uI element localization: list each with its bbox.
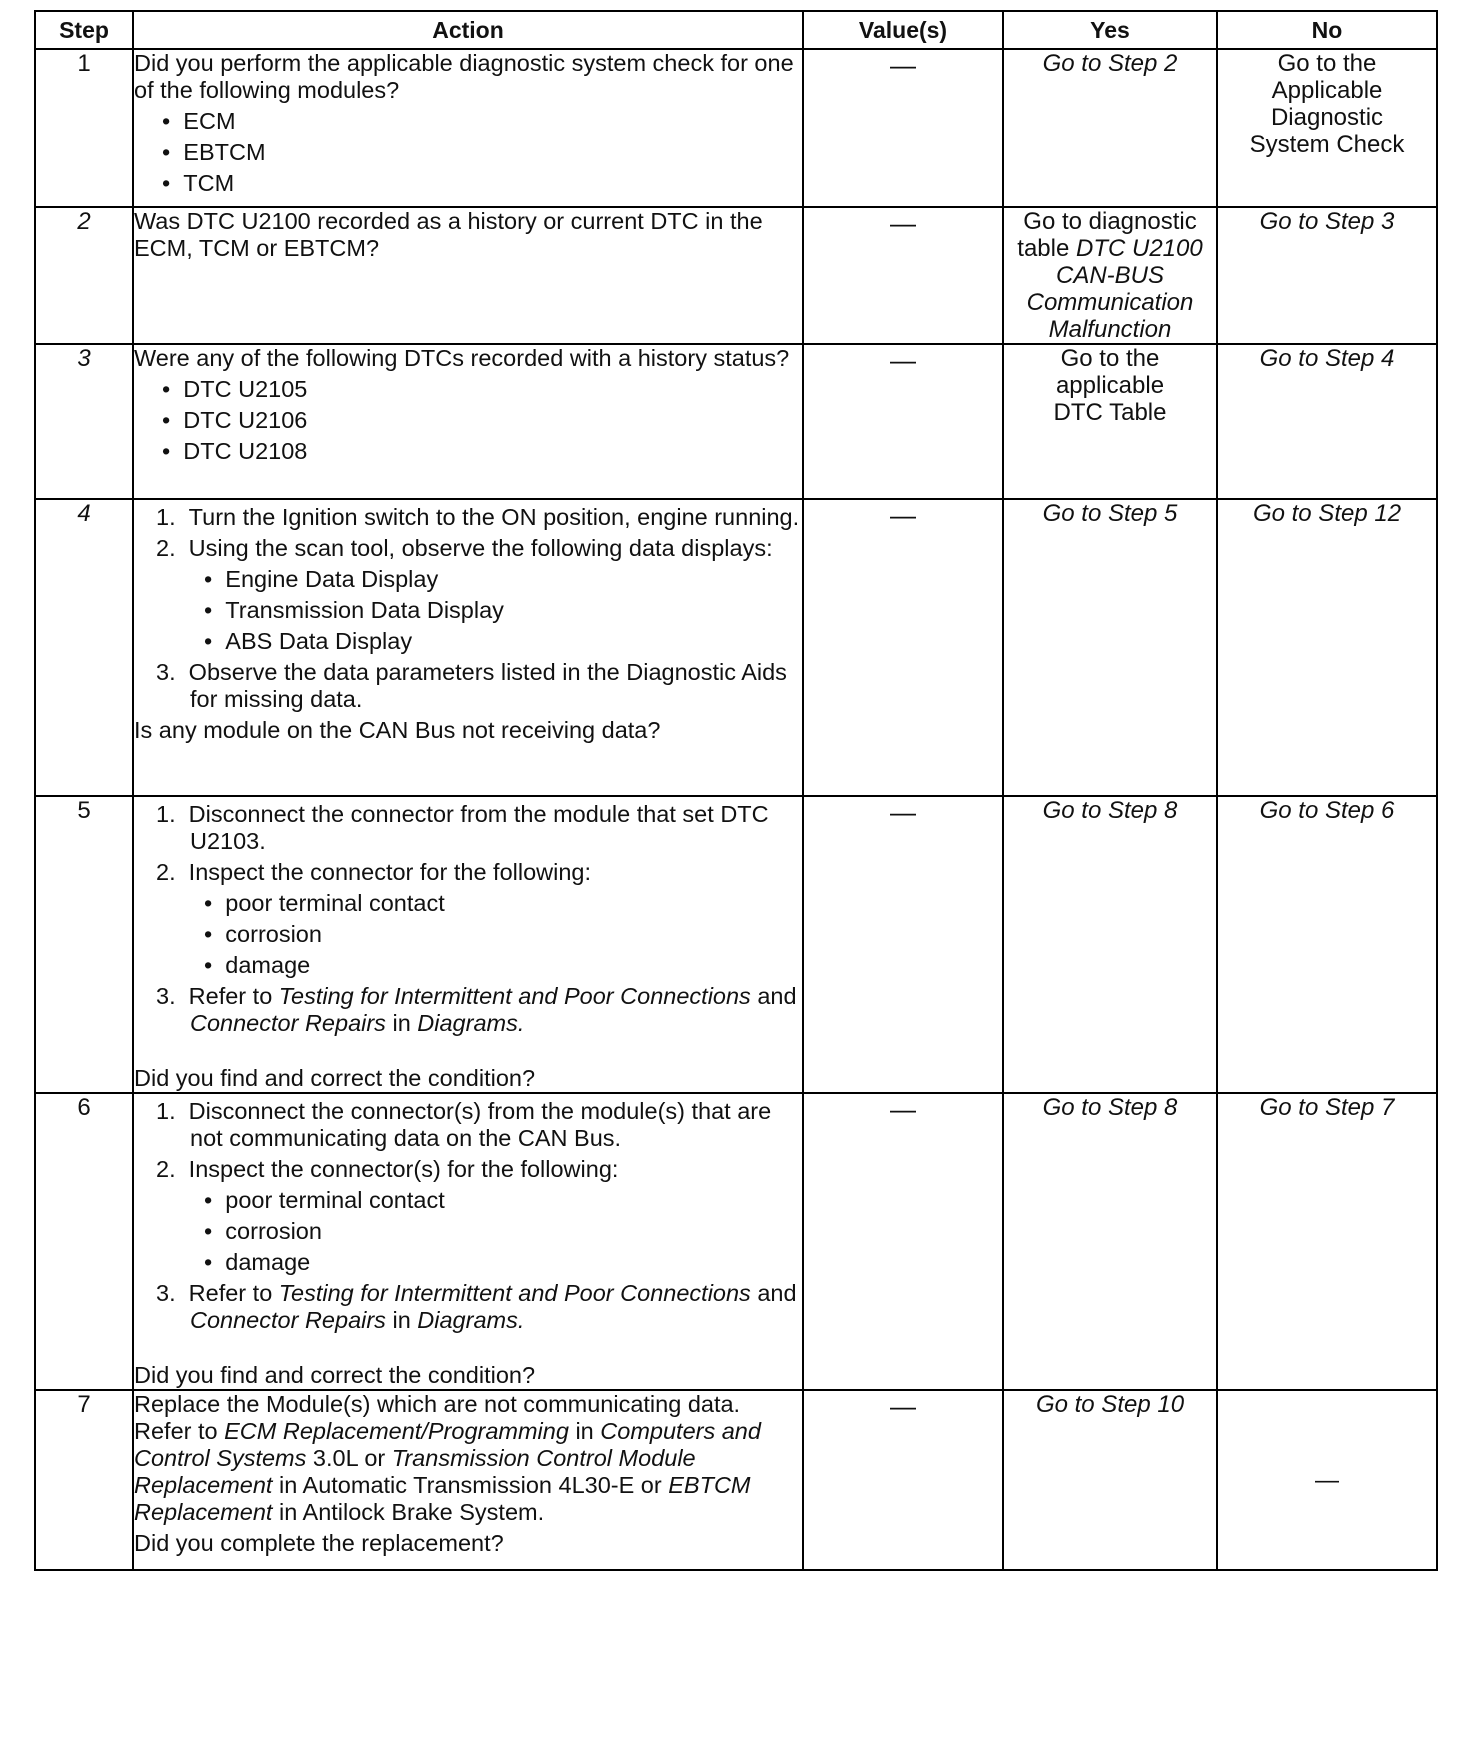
- step-number: 4: [35, 499, 133, 796]
- diagnostic-table: [34, 10, 1438, 1571]
- step-number: 7: [35, 1390, 133, 1570]
- yes-cell: Go to Step 8: [1003, 796, 1217, 1093]
- action-cell: [133, 1093, 803, 1390]
- header-yes: Yes: [1003, 11, 1217, 49]
- no-cell: Go to Step 4: [1217, 344, 1437, 499]
- numbered-item: 3. Refer to Testing for Intermittent and Poor Connections and Connector Repairs in Diagrams.: [156, 1280, 797, 1333]
- table-row: [35, 499, 1437, 796]
- step-number: 3: [35, 344, 133, 499]
- yes-cell: Go to Step 5: [1003, 499, 1217, 796]
- no-cell: Go to Step 6: [1217, 796, 1437, 1093]
- numbered-item: 2. Inspect the connector for the following:: [156, 859, 592, 885]
- step-number: 2: [35, 207, 133, 344]
- value-cell: —: [803, 344, 1003, 499]
- list-item: • ABS Data Display: [204, 628, 413, 654]
- numbered-item: 1. Turn the Ignition switch to the ON position, engine running.: [156, 504, 800, 530]
- header-no: No: [1217, 11, 1437, 49]
- action-cell: [133, 344, 803, 499]
- no-cell: Go to Step 3: [1217, 207, 1437, 344]
- table-row: [35, 796, 1437, 1093]
- value-cell: —: [803, 499, 1003, 796]
- value-cell: —: [803, 207, 1003, 344]
- list-item: • EBTCM: [162, 139, 266, 165]
- list-item: • ECM: [162, 108, 236, 134]
- action-cell: [133, 207, 803, 344]
- numbered-item: 2. Using the scan tool, observe the following data displays:: [156, 535, 773, 561]
- action-question: Did you complete the replacement?: [134, 1530, 504, 1556]
- action-question: Is any module on the CAN Bus not receiving data?: [134, 717, 661, 743]
- yes-cell: Go to Step 2: [1003, 49, 1217, 207]
- action-cell: [133, 49, 803, 207]
- list-item: • poor terminal contact: [204, 890, 445, 916]
- action-text: Was DTC U2100 recorded as a history or current DTC in the ECM, TCM or EBTCM?: [134, 208, 763, 261]
- list-item: • DTC U2108: [162, 438, 308, 464]
- list-item: • DTC U2106: [162, 407, 308, 433]
- numbered-item: 2. Inspect the connector(s) for the following:: [156, 1156, 619, 1182]
- yes-cell: Go to diagnostic table DTC U2100 CAN-BUS Communication Malfunction: [1003, 207, 1217, 344]
- no-cell: Go to Step 12: [1217, 499, 1437, 796]
- header-values: Value(s): [803, 11, 1003, 49]
- action-question: Did you find and correct the condition?: [134, 1065, 536, 1091]
- list-item: • damage: [204, 952, 311, 978]
- step-number: 5: [35, 796, 133, 1093]
- list-item: • TCM: [162, 170, 235, 196]
- numbered-item: 1. Disconnect the connector(s) from the module(s) that are not communicating data on the CAN Bus.: [156, 1098, 772, 1151]
- numbered-item: 3. Refer to Testing for Intermittent and Poor Connections and Connector Repairs in Diagrams.: [156, 983, 797, 1036]
- numbered-item: 3. Observe the data parameters listed in the Diagnostic Aids for missing data.: [156, 659, 787, 712]
- value-cell: —: [803, 1390, 1003, 1570]
- no-cell: —: [1217, 1390, 1437, 1570]
- yes-cell: Go to Step 8: [1003, 1093, 1217, 1390]
- value-cell: —: [803, 49, 1003, 207]
- action-text: Replace the Module(s) which are not communicating data. Refer to ECM Replacement/Programming in Computers and Control Systems 3.0L or Transmission Control Module Replacement in Automatic Transmission 4L30-E or EBTCM Replacement in Antilock Brake System.: [134, 1391, 761, 1525]
- list-item: • poor terminal contact: [204, 1187, 445, 1213]
- header-row: [35, 11, 1437, 49]
- action-cell: [133, 1390, 803, 1570]
- action-cell: [133, 499, 803, 796]
- action-text: Did you perform the applicable diagnostic system check for one of the following modules?: [134, 50, 794, 103]
- value-cell: —: [803, 1093, 1003, 1390]
- list-item: • Engine Data Display: [204, 566, 439, 592]
- step-number: 6: [35, 1093, 133, 1390]
- table-row: [35, 207, 1437, 344]
- header-step: Step: [35, 11, 133, 49]
- value-cell: —: [803, 796, 1003, 1093]
- list-item: • corrosion: [204, 1218, 322, 1244]
- list-item: • DTC U2105: [162, 376, 308, 402]
- action-question: Did you find and correct the condition?: [134, 1362, 536, 1388]
- numbered-item: 1. Disconnect the connector from the module that set DTC U2103.: [156, 801, 769, 854]
- yes-cell: Go to the applicable DTC Table: [1003, 344, 1217, 499]
- table-row: [35, 344, 1437, 499]
- header-action: Action: [133, 11, 803, 49]
- table-row: [35, 1093, 1437, 1390]
- action-text: Were any of the following DTCs recorded with a history status?: [134, 345, 790, 371]
- step-number: 1: [35, 49, 133, 207]
- list-item: • Transmission Data Display: [204, 597, 504, 623]
- table-row: [35, 1390, 1437, 1570]
- table-row: [35, 49, 1437, 207]
- list-item: • corrosion: [204, 921, 322, 947]
- no-cell: Go to Step 7: [1217, 1093, 1437, 1390]
- no-cell: Go to the Applicable Diagnostic System Check: [1217, 49, 1437, 207]
- yes-cell: Go to Step 10: [1003, 1390, 1217, 1570]
- action-cell: [133, 796, 803, 1093]
- list-item: • damage: [204, 1249, 311, 1275]
